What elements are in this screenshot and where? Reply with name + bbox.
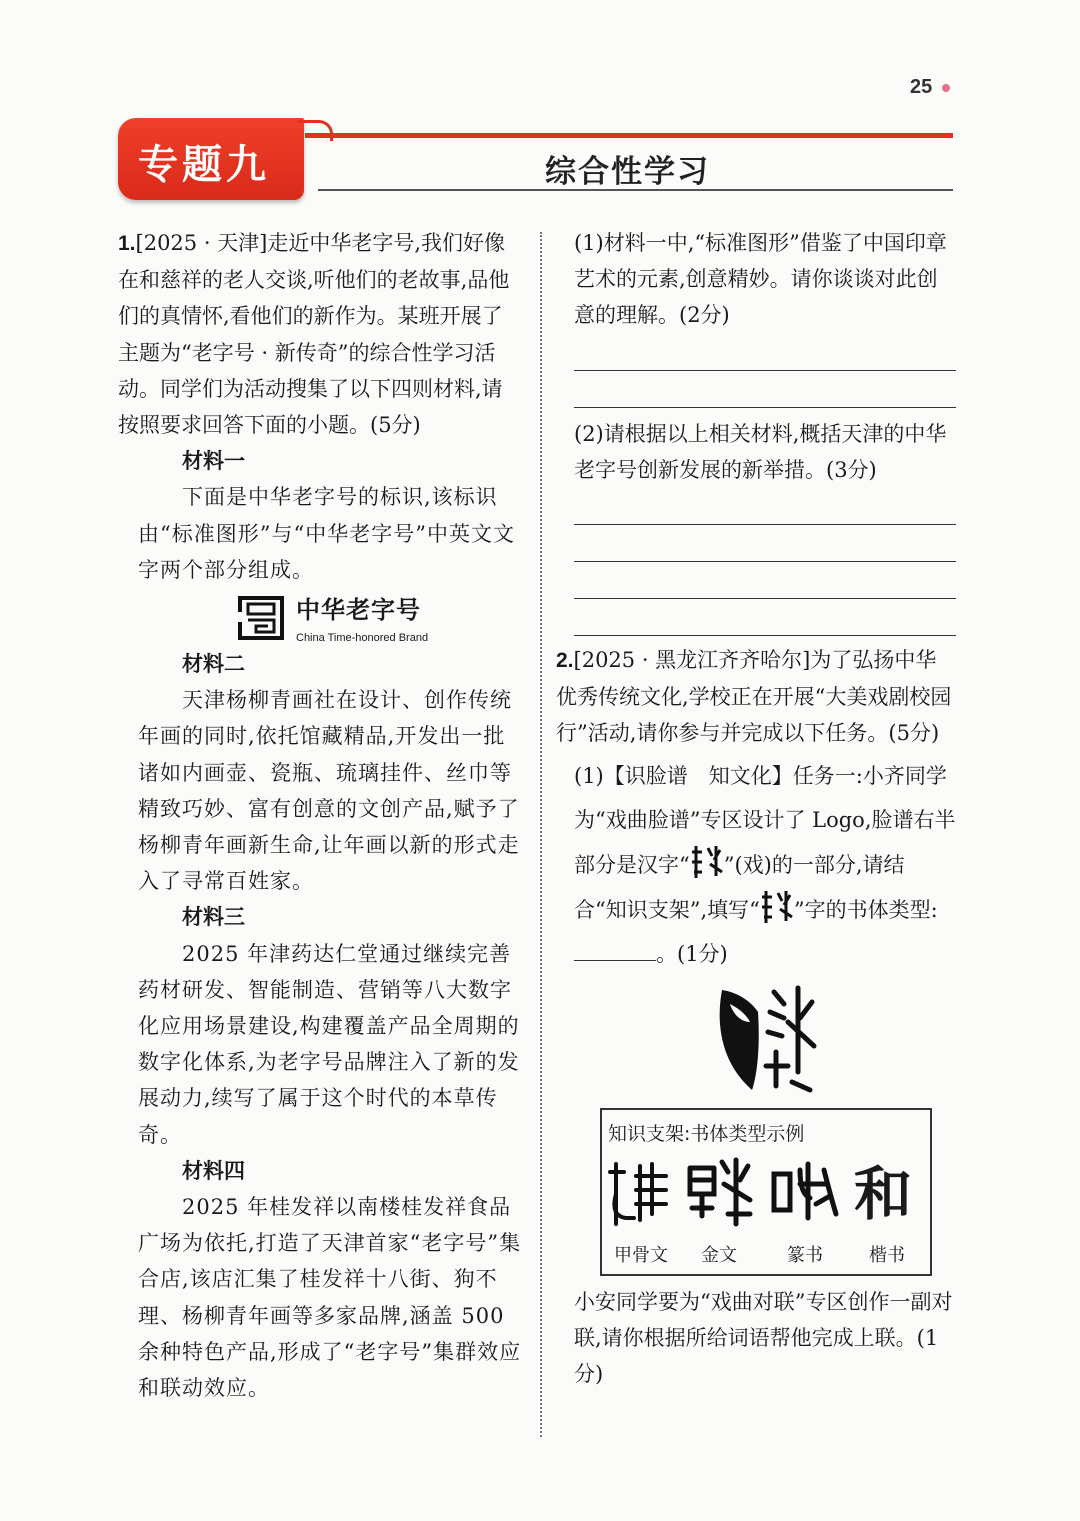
material-2-title: 材料二 bbox=[182, 651, 245, 677]
knowledge-box bbox=[600, 1108, 932, 1276]
seal-script-glyph-icon bbox=[770, 1154, 840, 1234]
question-2-intro bbox=[556, 642, 956, 752]
material-4-text: 2025 年桂发祥以南楼桂发祥食品广场为依托,打造了天津首家“老字号”集合店,该店汇集了桂发祥十八街、狗不理、杨柳青年画等多家品牌,涵盖 500 余种特色产品,形成了“老字号”集群效应和联动效应。 bbox=[138, 1195, 522, 1401]
answer-line[interactable] bbox=[574, 525, 956, 562]
material-1-text: 下面是中华老字号的标识,该标识由“标准图形”与“中华老字号”中英文文字两个部分组成。 bbox=[138, 485, 515, 582]
logo-english-text: China Time-honored Brand bbox=[296, 632, 429, 645]
question-1-sub-2: (2)请根据以上相关材料,概括天津的中华老字号创新发展的新举措。(3分) bbox=[574, 421, 947, 482]
answer-line[interactable] bbox=[574, 334, 956, 371]
time-honored-logo bbox=[118, 588, 522, 646]
opera-mask-icon bbox=[714, 982, 824, 1098]
script-label-oracle: 甲骨文 bbox=[614, 1244, 668, 1266]
header-rule-red bbox=[305, 133, 953, 138]
question-1-text: [2025 · 天津]走近中华老字号,我们好像在和慈祥的老人交谈,听他们的老故事,品他们的真情怀,看他们的新作为。某班开展了主题为“老字号 · 新传奇”的综合性学习活动。同学们为活动搜集了以下四则材料,请按照要求回答下面的小题。(5分) bbox=[118, 231, 510, 438]
q2-sub1-part-a: (1)【识脸谱 知文化】任务一:小齐同学为“戏曲脸谱”专区设计了 Logo,脸谱右半部分是汉字“ bbox=[574, 763, 956, 877]
answer-line[interactable] bbox=[574, 371, 956, 408]
column-divider bbox=[540, 232, 542, 1437]
couplet-task: 小安同学要为“戏曲对联”专区创作一副对联,请你根据所给词语帮他完成上联。(1分) bbox=[574, 1289, 953, 1387]
material-4-title: 材料四 bbox=[182, 1157, 245, 1183]
answer-line[interactable] bbox=[574, 562, 956, 599]
xi-seal-glyph-icon bbox=[760, 887, 794, 927]
question-1-sub-1: (1)材料一中,“标准图形”借鉴了中国印章艺术的元素,创意精妙。请你谈谈对此创意的理解。(2分) bbox=[574, 231, 947, 328]
script-label-regular: 楷书 bbox=[869, 1244, 905, 1266]
material-1-title: 材料一 bbox=[182, 448, 245, 474]
right-column bbox=[556, 225, 956, 1392]
xi-seal-glyph-icon bbox=[690, 842, 724, 882]
script-label-seal: 篆书 bbox=[787, 1244, 823, 1266]
oracle-bone-glyph-icon bbox=[606, 1154, 676, 1234]
opera-mask-logo bbox=[574, 976, 956, 1104]
seal-logo-icon bbox=[238, 596, 284, 640]
q2-sub1-part-b: ”(戏)的一部分,请结合“知识支架”,填写“ bbox=[574, 852, 905, 922]
logo-chinese-text: 中华老字号 bbox=[296, 596, 421, 625]
q2-sub1-part-c: ”字的书体类型: bbox=[793, 897, 938, 922]
regular-script-glyph: 和 bbox=[853, 1159, 912, 1228]
answer-line[interactable] bbox=[574, 488, 956, 525]
script-label-bronze: 金文 bbox=[701, 1244, 737, 1266]
q2-sub1-part-d: 。(1分) bbox=[656, 941, 728, 966]
page-dot bbox=[942, 84, 950, 92]
material-3-text: 2025 年津药达仁堂通过继续完善药材研发、智能制造、营销等八大数字化应用场景建设,构建覆盖产品全周期的数字化体系,为老字号品牌注入了新的发展动力,续写了属于这个时代的本草传奇。 bbox=[138, 941, 520, 1147]
page-number: 25 bbox=[910, 76, 933, 98]
material-3-title: 材料三 bbox=[182, 904, 245, 930]
bronze-glyph-icon bbox=[684, 1154, 754, 1234]
question-2-text: [2025 · 黑龙江齐齐哈尔]为了弘扬中华优秀传统文化,学校正在开展“大美戏剧校园行”活动,请你参与并完成以下任务。(5分) bbox=[556, 648, 952, 746]
section-title: 综合性学习 bbox=[545, 154, 710, 190]
knowledge-box-title: 知识支架:书体类型示例 bbox=[608, 1122, 805, 1145]
question-2-sub-1 bbox=[574, 754, 956, 976]
topic-label: 专题九 bbox=[138, 142, 270, 188]
material-2-text: 天津杨柳青画社在设计、创作传统年画的同时,依托馆藏精品,开发出一批诸如内画壶、瓷瓶、琉璃挂件、丝巾等精致巧妙、富有创意的文创产品,赋予了杨柳青年画新生命,让年画以新的形式走入了寻常百姓家。 bbox=[138, 688, 520, 894]
left-column bbox=[118, 225, 522, 1406]
question-2-number: 2. bbox=[556, 649, 574, 673]
answer-blank[interactable] bbox=[574, 942, 656, 961]
question-1-number: 1. bbox=[118, 232, 136, 255]
question-1-intro bbox=[118, 225, 522, 443]
answer-line[interactable] bbox=[574, 599, 956, 636]
